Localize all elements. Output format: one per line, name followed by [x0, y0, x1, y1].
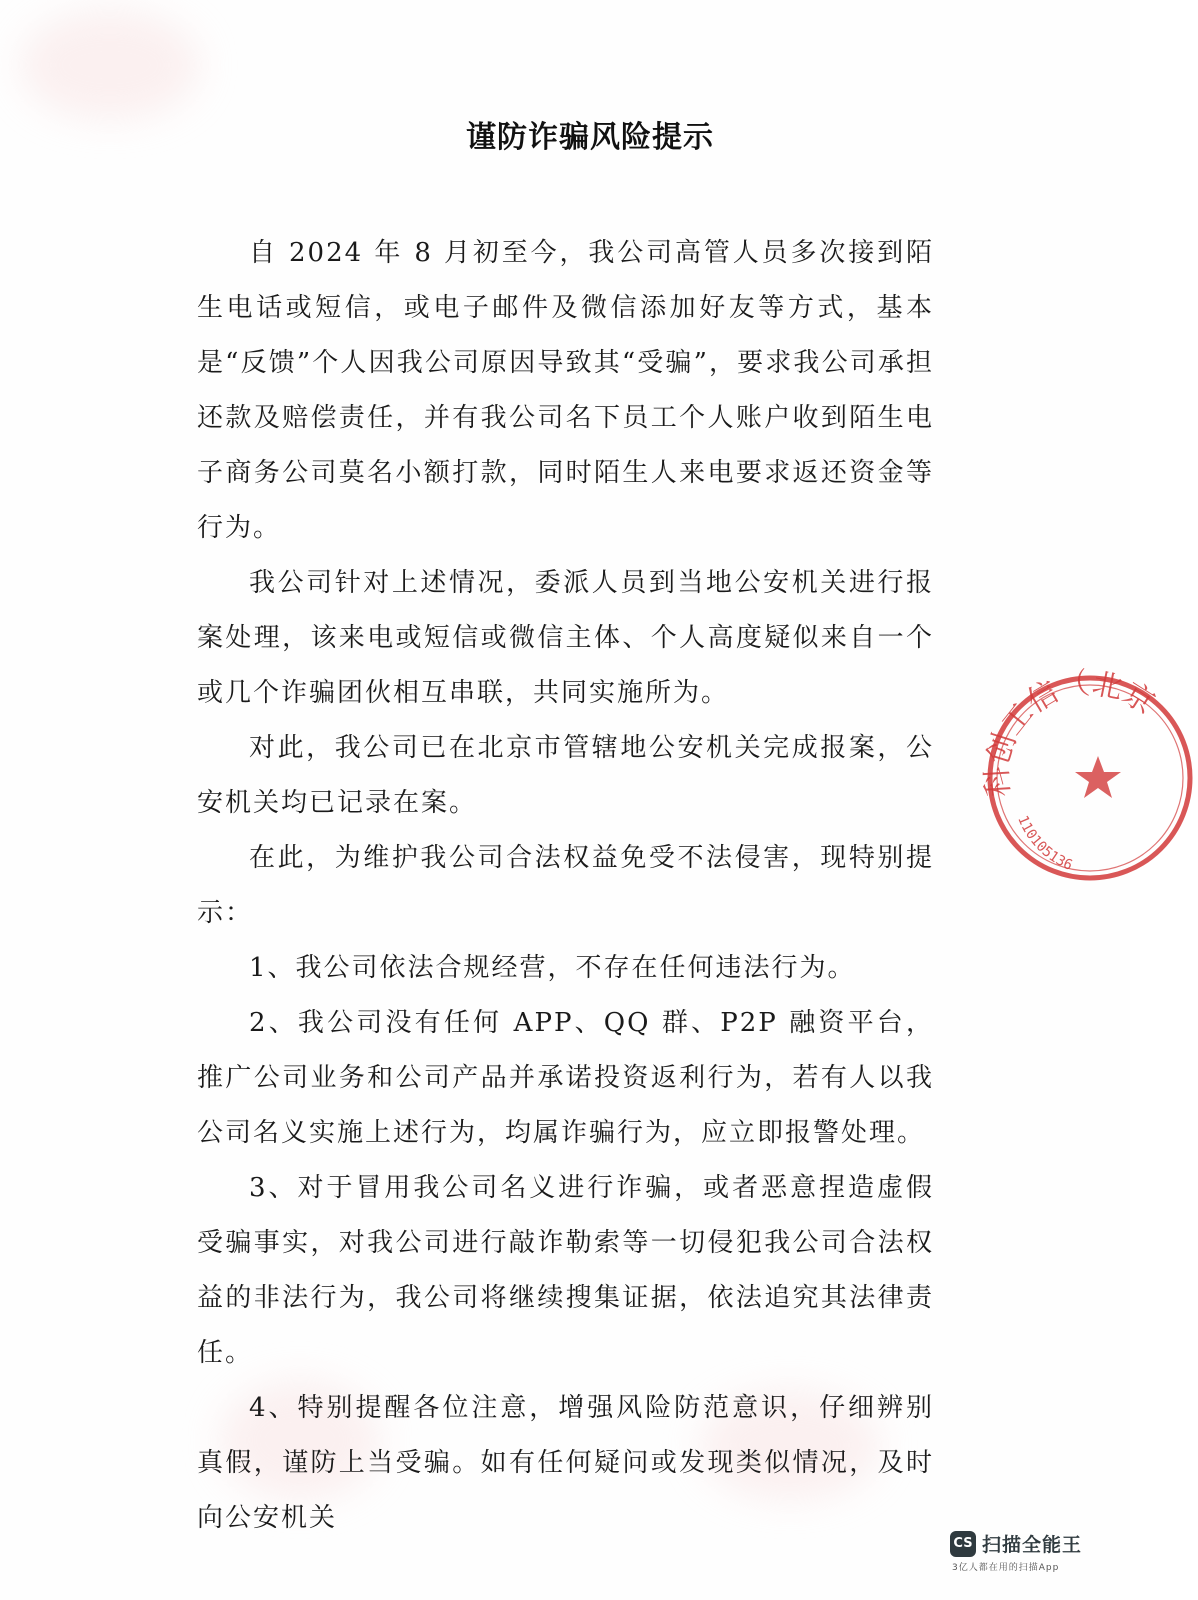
seal-number: 110105136 [1014, 813, 1075, 874]
paragraph-intro: 自 2024 年 8 月初至今，我公司高管人员多次接到陌生电话或短信，或电子邮件及微信添加好友等方式，基本是“反馈”个人因我公司原因导致其“受骗”，要求我公司承担还款及赔偿责任，并有我公司名下员工个人账户收到陌生电子商务公司莫名小额打款，同时陌生人来电要求返还资金等行为。 [197, 238, 934, 543]
paragraph-item-4: 4、特别提醒各位注意，增强风险防范意识，仔细辨别真假，谨防上当受骗。如有任何疑问或发现类似情况，及时向公安机关 [197, 1393, 934, 1533]
scanner-logo-icon: CS [950, 1531, 976, 1557]
paragraph-notice: 在此，为维护我公司合法权益免受不法侵害，现特别提示： [197, 843, 934, 928]
scanner-watermark [950, 1530, 1090, 1582]
paragraph-item-1: 1、我公司依法合规经营，不存在任何违法行为。 [249, 953, 856, 983]
company-seal [978, 668, 1198, 888]
paragraph-report: 我公司针对上述情况，委派人员到当地公安机关进行报案处理，该来电或短信或微信主体、个人高度疑似来自一个或几个诈骗团伙相互串联，共同实施所为。 [197, 568, 934, 708]
paragraph-item-3: 3、对于冒用我公司名义进行诈骗，或者恶意捏造虚假受骗事实，对我公司进行敲诈勒索等一切侵犯我公司合法权益的非法行为，我公司将继续搜集证据，依法追究其法律责任。 [197, 1173, 934, 1368]
seal-text: 科创工信（北京 [979, 668, 1161, 798]
scan-smudge [20, 10, 200, 120]
scanner-tagline: 3亿人都在用的扫描App [952, 1563, 1060, 1573]
document-body [197, 226, 934, 1546]
paragraph-police: 对此，我公司已在北京市管辖地公安机关完成报案，公安机关均已记录在案。 [197, 733, 934, 818]
scanner-app-name: 扫描全能王 [982, 1534, 1083, 1556]
seal-star-icon [1075, 756, 1121, 798]
paragraph-item-2: 2、我公司没有任何 APP、QQ 群、P2P 融资平台，推广公司业务和公司产品并承诺投资返利行为，若有人以我公司名义实施上述行为，均属诈骗行为，应立即报警处理。 [197, 1008, 934, 1148]
document-title: 谨防诈骗风险提示 [466, 120, 714, 155]
